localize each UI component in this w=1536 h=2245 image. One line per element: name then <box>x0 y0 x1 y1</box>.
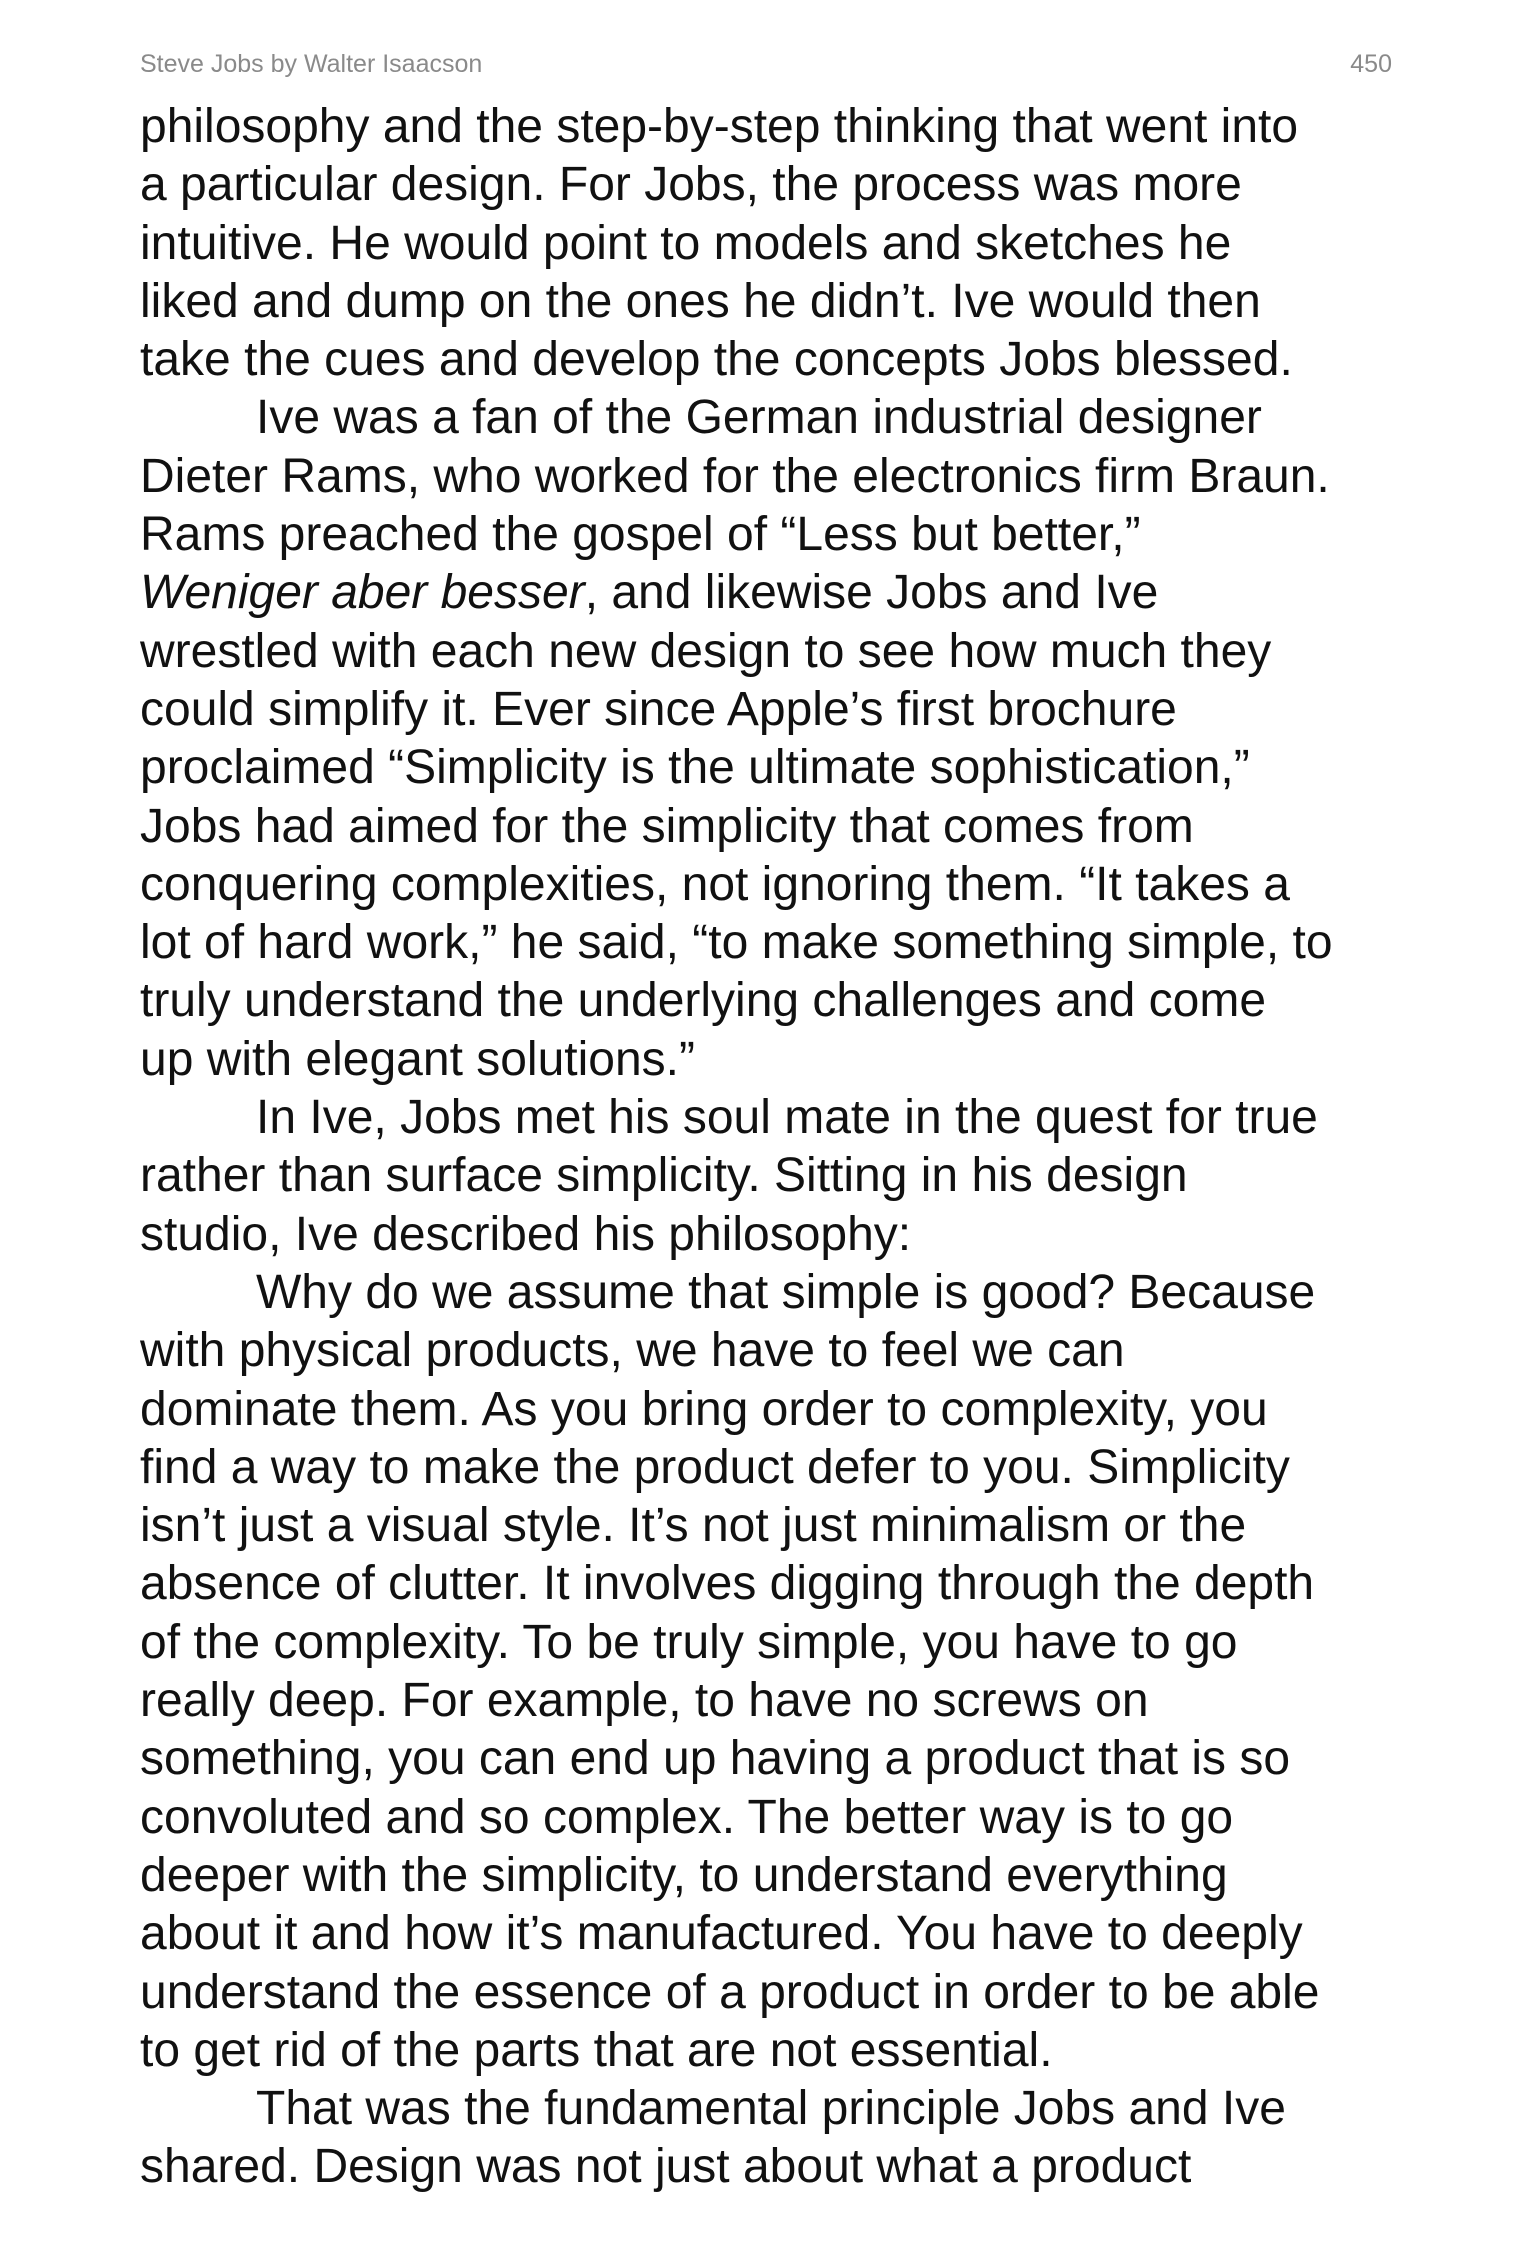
text-line: understand the essence of a product in order to be able <box>140 1965 1320 2019</box>
text-line: dominate them. As you bring order to complexity, you <box>140 1382 1268 1436</box>
text-line: liked and dump on the ones he didn’t. Ive would then <box>140 274 1261 328</box>
text-line: a particular design. For Jobs, the process was more <box>140 158 1242 212</box>
book-title: Steve Jobs by Walter Isaacson <box>140 50 483 78</box>
text-line: absence of clutter. It involves digging through the depth <box>140 1557 1315 1611</box>
text-line: shared. Design was not just about what a product <box>140 2140 1192 2194</box>
running-header <box>140 50 1392 84</box>
text-line: up with elegant solutions.” <box>140 1032 695 1086</box>
text-line: with physical products, we have to feel we can <box>140 1324 1125 1378</box>
text-line-with-italic <box>140 564 1400 622</box>
text-line: take the cues and develop the concepts Jobs blessed. <box>140 333 1293 387</box>
page-number: 450 <box>1350 50 1392 78</box>
text-line: philosophy and the step-by-step thinking that went into <box>140 100 1299 153</box>
text-line: isn’t just a visual style. It’s not just minimalism or the <box>140 1499 1247 1553</box>
body-text <box>140 98 1400 2197</box>
text-line: to get rid of the parts that are not essential. <box>140 2023 1053 2077</box>
text-line: could simplify it. Ever since Apple’s first brochure <box>140 682 1177 736</box>
text-line: really deep. For example, to have no screws on <box>140 1674 1149 1728</box>
paragraph-first-line: Ive was a fan of the German industrial designer <box>256 391 1262 445</box>
paragraph-first-line: In Ive, Jobs met his soul mate in the quest for true <box>256 1091 1318 1145</box>
text-line: Dieter Rams, who worked for the electronics firm Braun. <box>140 449 1330 503</box>
text-line: of the complexity. To be truly simple, you have to go <box>140 1615 1238 1669</box>
quote-first-line: Why do we assume that simple is good? Because <box>256 1265 1316 1319</box>
text-line: wrestled with each new design to see how much they <box>140 624 1272 678</box>
text-line: intuitive. He would point to models and sketches he <box>140 216 1232 270</box>
text-fragment: , and likewise Jobs and Ive <box>584 566 1159 620</box>
text-line: truly understand the underlying challenges and come <box>140 974 1267 1028</box>
paragraph-first-line: That was the fundamental principle Jobs and Ive <box>256 2082 1286 2136</box>
text-line: find a way to make the product defer to you. Simplicity <box>140 1440 1290 1494</box>
text-line: conquering complexities, not ignoring them. “It takes a <box>140 857 1290 911</box>
text-line: lot of hard work,” he said, “to make something simple, to <box>140 916 1333 970</box>
text-line: rather than surface simplicity. Sitting in his design <box>140 1149 1188 1203</box>
text-line: something, you can end up having a product that is so <box>140 1732 1291 1786</box>
text-line: proclaimed “Simplicity is the ultimate sophistication,” <box>140 741 1250 795</box>
italic-phrase: Weniger aber besser <box>140 566 585 620</box>
text-line: convoluted and so complex. The better way is to go <box>140 1790 1234 1844</box>
text-line: Rams preached the gospel of “Less but better,” <box>140 508 1141 562</box>
text-line: deeper with the simplicity, to understand everything <box>140 1848 1228 1902</box>
text-line: about it and how it’s manufactured. You have to deeply <box>140 1907 1303 1961</box>
text-line: Jobs had aimed for the simplicity that comes from <box>140 799 1194 853</box>
text-line: studio, Ive described his philosophy: <box>140 1207 912 1261</box>
